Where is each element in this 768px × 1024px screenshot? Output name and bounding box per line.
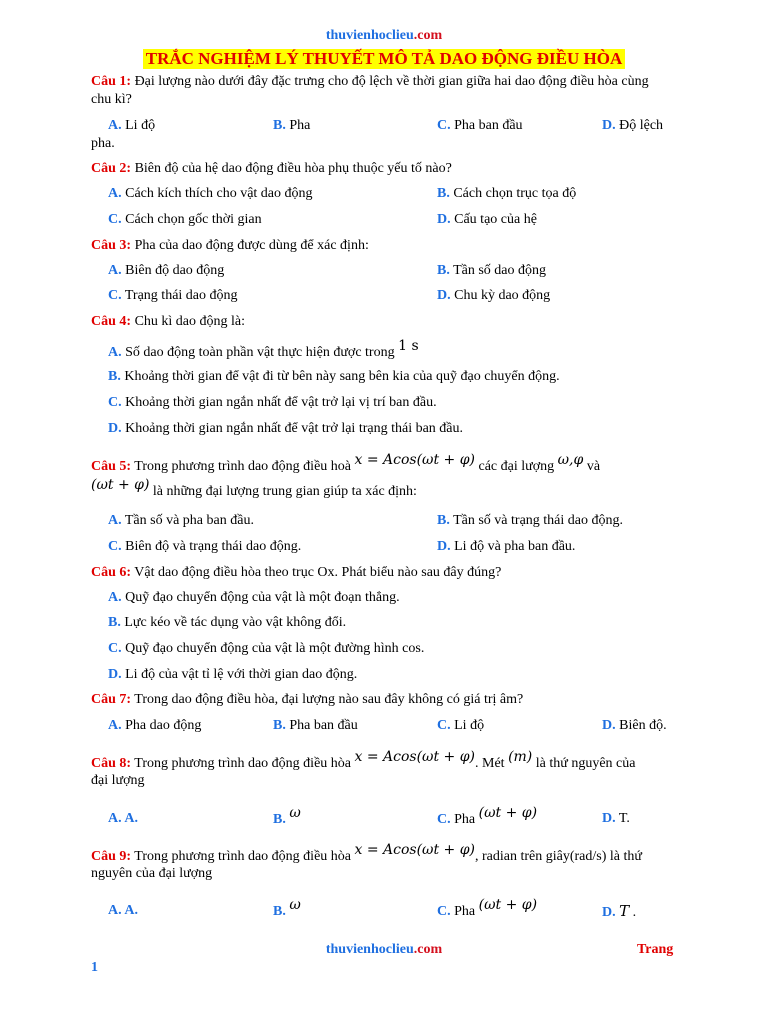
q8-option-d[interactable]: D. T.	[602, 811, 630, 826]
q8-option-b[interactable]: B. ω	[273, 805, 301, 827]
question-label: Câu 3:	[91, 238, 132, 253]
q3-option-b[interactable]: B. Tần số dao động	[437, 263, 547, 278]
q7-option-b[interactable]: B. Pha ban đầu	[273, 718, 358, 733]
q6-option-a[interactable]: A. Quỹ đạo chuyển động của vật là một đoạn thẳng.	[108, 590, 400, 605]
q5-option-c[interactable]: C. Biên độ và trạng thái dao động.	[108, 539, 302, 554]
question-label: Câu 4:	[91, 314, 132, 329]
q8-option-c[interactable]: C. Pha (ωt + φ)	[437, 805, 538, 827]
question-label: Câu 5:	[91, 459, 132, 474]
q1-option-b[interactable]: B. Pha	[273, 118, 311, 133]
q9-option-d[interactable]: D. T .	[602, 902, 637, 920]
question-text: Biên độ của hệ dao động điều hòa phụ thuộc yếu tố nào?	[131, 161, 452, 176]
footer-page-number: 1	[91, 960, 98, 975]
math-expression: T	[619, 902, 630, 920]
math-expression: x = Acos(ωt + φ)	[354, 749, 475, 765]
q6-option-b[interactable]: B. Lực kéo về tác dụng vào vật không đổi.	[108, 615, 347, 630]
question-9: Câu 9: Trong phương trình dao động điều hòa x = Acos(ωt + φ), radian trên giây(rad/s) là thứ	[91, 842, 642, 864]
math-expression: x = Acos(ωt + φ)	[354, 842, 475, 858]
q4-option-b[interactable]: B. Khoảng thời gian để vật đi từ bên này sang bên kia của quỹ đạo chuyển động.	[108, 369, 560, 384]
q3-option-a[interactable]: A. Biên độ dao động	[108, 263, 225, 278]
q6-option-c[interactable]: C. Quỹ đạo chuyển động của vật là một đường hình cos.	[108, 641, 425, 656]
math-expression: ω	[289, 897, 301, 913]
math-expression: ω,φ	[557, 452, 584, 468]
question-2	[91, 160, 671, 178]
question-6	[91, 564, 671, 582]
question-label: Câu 2:	[91, 161, 132, 176]
q3-option-d[interactable]: D. Chu kỳ dao động	[437, 288, 551, 303]
question-label: Câu 9:	[91, 849, 132, 864]
question-5-line-2: (ωt + φ) là những đại lượng trung gian giúp ta xác định:	[91, 477, 417, 499]
question-7	[91, 691, 671, 709]
header-site-link[interactable]	[0, 28, 768, 44]
title-block	[0, 49, 768, 69]
question-label: Câu 6:	[91, 565, 132, 580]
q7-option-a[interactable]: A. Pha dao động	[108, 718, 202, 733]
question-text: Trong dao động điều hòa, đại lượng nào sau đây không có giá trị âm?	[131, 692, 524, 707]
question-text: Vật dao động điều hòa theo trục Ox. Phát biểu nào sau đây đúng?	[131, 565, 502, 580]
q5-option-a[interactable]: A. Tần số và pha ban đầu.	[108, 513, 254, 528]
math-expression: (m)	[508, 749, 533, 765]
q2-option-d[interactable]: D. Cấu tạo của hệ	[437, 212, 537, 227]
question-4	[91, 313, 671, 331]
footer-page-label: Trang	[637, 942, 674, 957]
q3-option-c[interactable]: C. Trạng thái dao động	[108, 288, 238, 303]
q1-option-d-wrap: pha.	[91, 136, 115, 151]
question-8: Câu 8: Trong phương trình dao động điều hòa x = Acos(ωt + φ). Mét (m) là thứ nguyên của	[91, 749, 636, 771]
question-3	[91, 237, 671, 255]
q9-option-a[interactable]: A. A.	[108, 903, 138, 918]
q4-option-c[interactable]: C. Khoảng thời gian ngắn nhất để vật trở lại vị trí ban đầu.	[108, 395, 437, 410]
question-1	[91, 73, 671, 109]
question-9-line-2: nguyên của đại lượng	[91, 866, 213, 881]
q2-option-b[interactable]: B. Cách chọn trục tọa độ	[437, 186, 577, 201]
math-expression: (ωt + φ)	[478, 897, 538, 913]
q5-option-d[interactable]: D. Li độ và pha ban đầu.	[437, 539, 576, 554]
question-label: Câu 7:	[91, 692, 132, 707]
q6-option-d[interactable]: D. Li độ của vật tỉ lệ với thời gian dao động.	[108, 667, 358, 682]
q5-option-b[interactable]: B. Tần số và trạng thái dao động.	[437, 513, 623, 528]
q1-option-d[interactable]: D. Độ lệch	[602, 118, 664, 133]
math-expression: 1 s	[398, 338, 419, 354]
header-site-tld: .com	[413, 28, 443, 43]
question-5: Câu 5: Trong phương trình dao động điều hoà x = Acos(ωt + φ) các đại lượng ω,φ và	[91, 452, 601, 474]
q1-option-c[interactable]: C. Pha ban đầu	[437, 118, 523, 133]
question-text: Đại lượng nào dưới đây đặc trưng cho độ lệch về thời gian giữa hai dao động điều hòa cùng chu kì?	[91, 74, 649, 107]
math-expression: ω	[289, 805, 301, 821]
header-site-name: thuvienhoclieu	[325, 28, 414, 43]
math-expression: x = Acos(ωt + φ)	[354, 452, 475, 468]
math-expression: (ωt + φ)	[478, 805, 538, 821]
q4-option-d[interactable]: D. Khoảng thời gian ngắn nhất để vật trở lại trạng thái ban đầu.	[108, 421, 464, 436]
question-text: Pha của dao động được dùng để xác định:	[131, 238, 369, 253]
q9-option-b[interactable]: B. ω	[273, 897, 301, 919]
math-expression: (ωt + φ)	[91, 477, 150, 493]
footer-site-name: thuvienhoclieu	[325, 942, 414, 957]
q7-option-d[interactable]: D. Biên độ.	[602, 718, 667, 733]
question-8-line-2: đại lượng	[91, 773, 145, 788]
q4-option-a[interactable]: A. Số dao động toàn phần vật thực hiện được trong 1 s	[108, 338, 419, 360]
q2-option-c[interactable]: C. Cách chọn gốc thời gian	[108, 212, 262, 227]
question-label: Câu 8:	[91, 756, 132, 771]
q9-option-c[interactable]: C. Pha (ωt + φ)	[437, 897, 538, 919]
question-text: Chu kì dao động là:	[131, 314, 245, 329]
q7-option-c[interactable]: C. Li độ	[437, 718, 485, 733]
page-title: TRẮC NGHIỆM LÝ THUYẾT MÔ TẢ DAO ĐỘNG ĐIỀU HÒA	[143, 49, 626, 69]
q8-option-a[interactable]: A. A.	[108, 811, 138, 826]
q2-option-a[interactable]: A. Cách kích thích cho vật dao động	[108, 186, 313, 201]
question-label: Câu 1:	[91, 74, 132, 89]
q1-option-a[interactable]: A. Li độ	[108, 118, 156, 133]
footer-site-tld: .com	[413, 942, 443, 957]
